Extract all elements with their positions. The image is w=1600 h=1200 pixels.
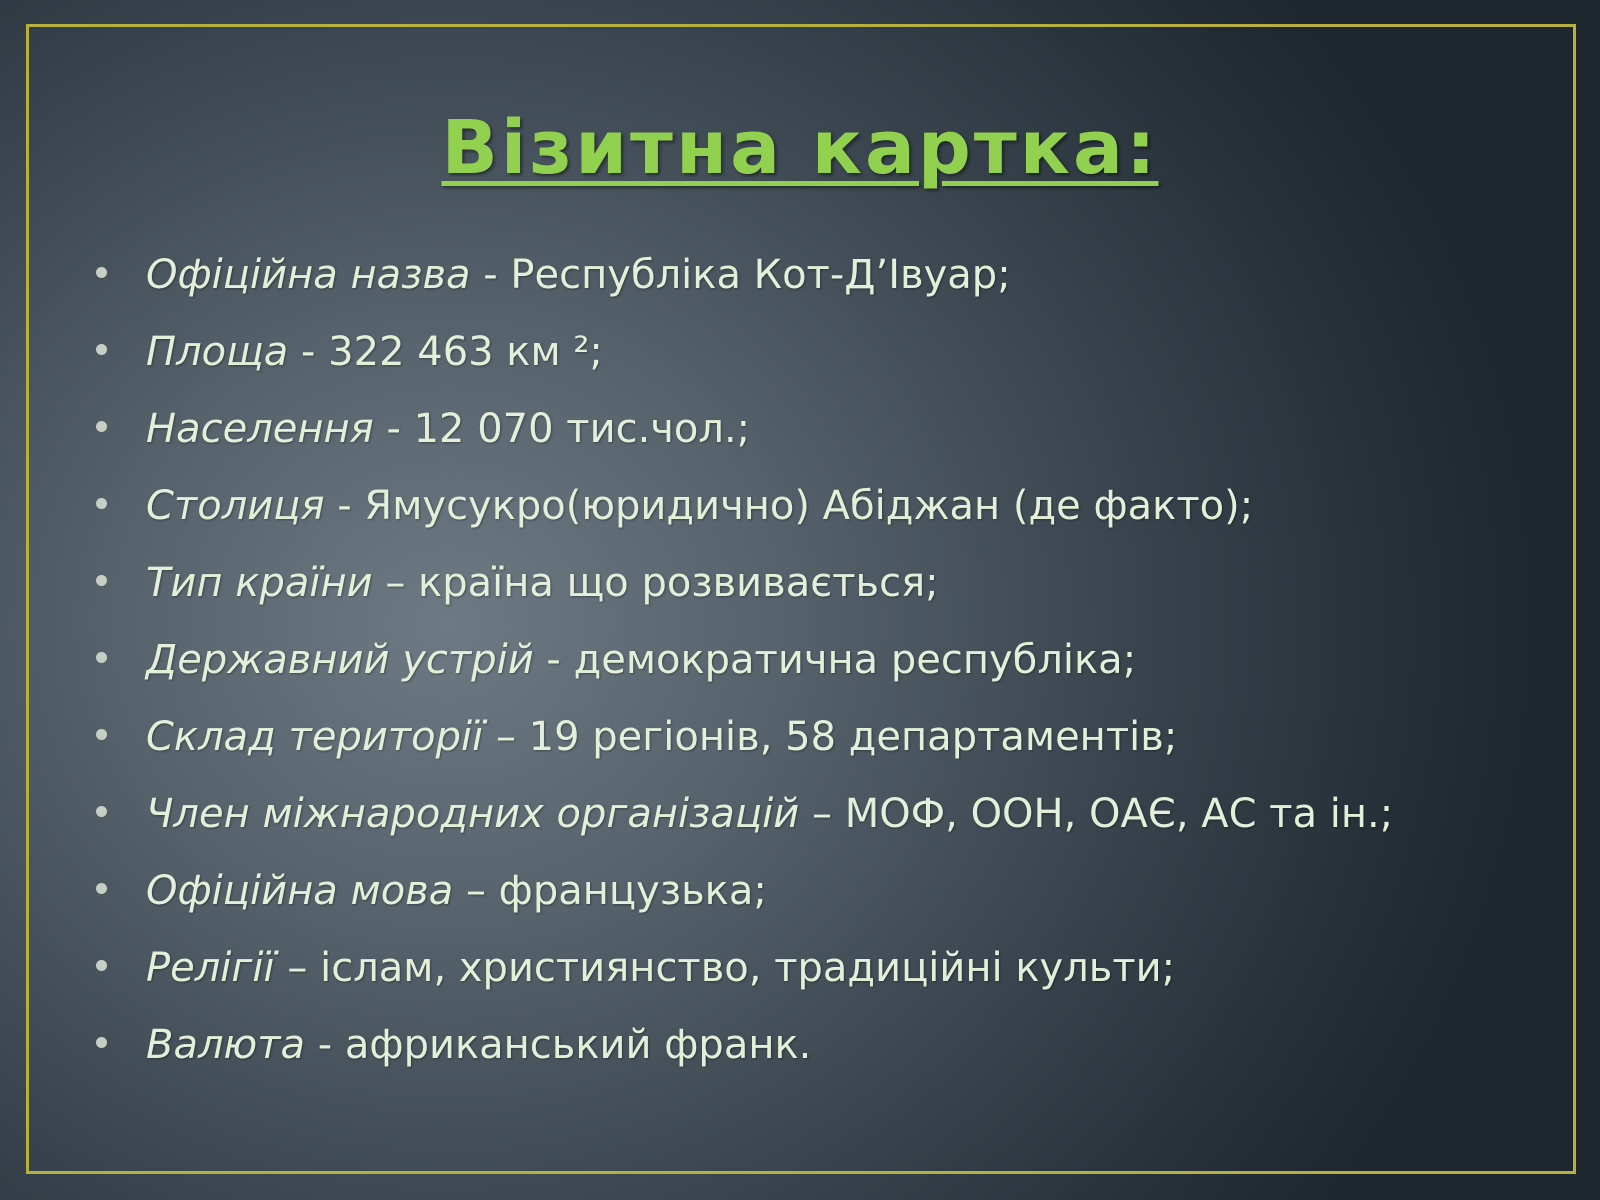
bullet-item-capital [96, 473, 1566, 550]
bullet-term: Населення [146, 406, 374, 452]
bullet-icon [96, 267, 107, 278]
bullet-list [96, 242, 1566, 1089]
bullet-icon [96, 421, 107, 432]
bullet-term: Площа [146, 329, 289, 375]
bullet-item-territory [96, 704, 1566, 781]
bullet-item-language [96, 858, 1566, 935]
bullet-term: Склад території [146, 714, 484, 760]
bullet-icon [96, 729, 107, 740]
bullet-icon [96, 883, 107, 894]
bullet-term: Офіційна назва [146, 252, 471, 298]
bullet-text: – 19 регіонів, 58 департаментів; [483, 714, 1178, 760]
bullet-icon [96, 344, 107, 355]
bullet-term: Валюта [146, 1022, 306, 1068]
bullet-term: Столиця [146, 483, 325, 529]
bullet-icon [96, 498, 107, 509]
bullet-term: Офіційна мова [146, 868, 454, 914]
slide-title-text: Візитна картка: [441, 105, 1159, 191]
bullet-item-population [96, 396, 1566, 473]
bullet-term: Тип країни [146, 560, 373, 606]
bullet-icon [96, 652, 107, 663]
bullet-item-official-name [96, 242, 1566, 319]
bullet-item-currency [96, 1012, 1566, 1089]
bullet-icon [96, 960, 107, 971]
bullet-icon [96, 1037, 107, 1048]
bullet-item-government [96, 627, 1566, 704]
bullet-item-area [96, 319, 1566, 396]
bullet-term: Член міжнародних організацій [146, 791, 800, 837]
bullet-text: – іслам, християнство, традиційні культи; [274, 945, 1176, 991]
slide-title [0, 105, 1600, 191]
bullet-text: - африканський франк. [305, 1022, 812, 1068]
bullet-text: - демократична республіка; [533, 637, 1137, 683]
bullet-term: Релігії [146, 945, 275, 991]
bullet-item-country-type [96, 550, 1566, 627]
bullet-text: - Республіка Кот-Д’Івуар; [470, 252, 1011, 298]
bullet-icon [96, 806, 107, 817]
bullet-text: - Ямусукро(юридично) Абіджан (де факто); [324, 483, 1254, 529]
bullet-text: - 322 463 км ²; [288, 329, 603, 375]
bullet-text: – французька; [453, 868, 767, 914]
bullet-item-religion [96, 935, 1566, 1012]
bullet-text: – МОФ, ООН, ОАЄ, АС та ін.; [799, 791, 1394, 837]
bullet-text: – країна що розвивається; [372, 560, 939, 606]
bullet-term: Державний устрій [146, 637, 534, 683]
bullet-icon [96, 575, 107, 586]
bullet-text: - 12 070 тис.чол.; [373, 406, 751, 452]
bullet-item-organizations [96, 781, 1566, 858]
